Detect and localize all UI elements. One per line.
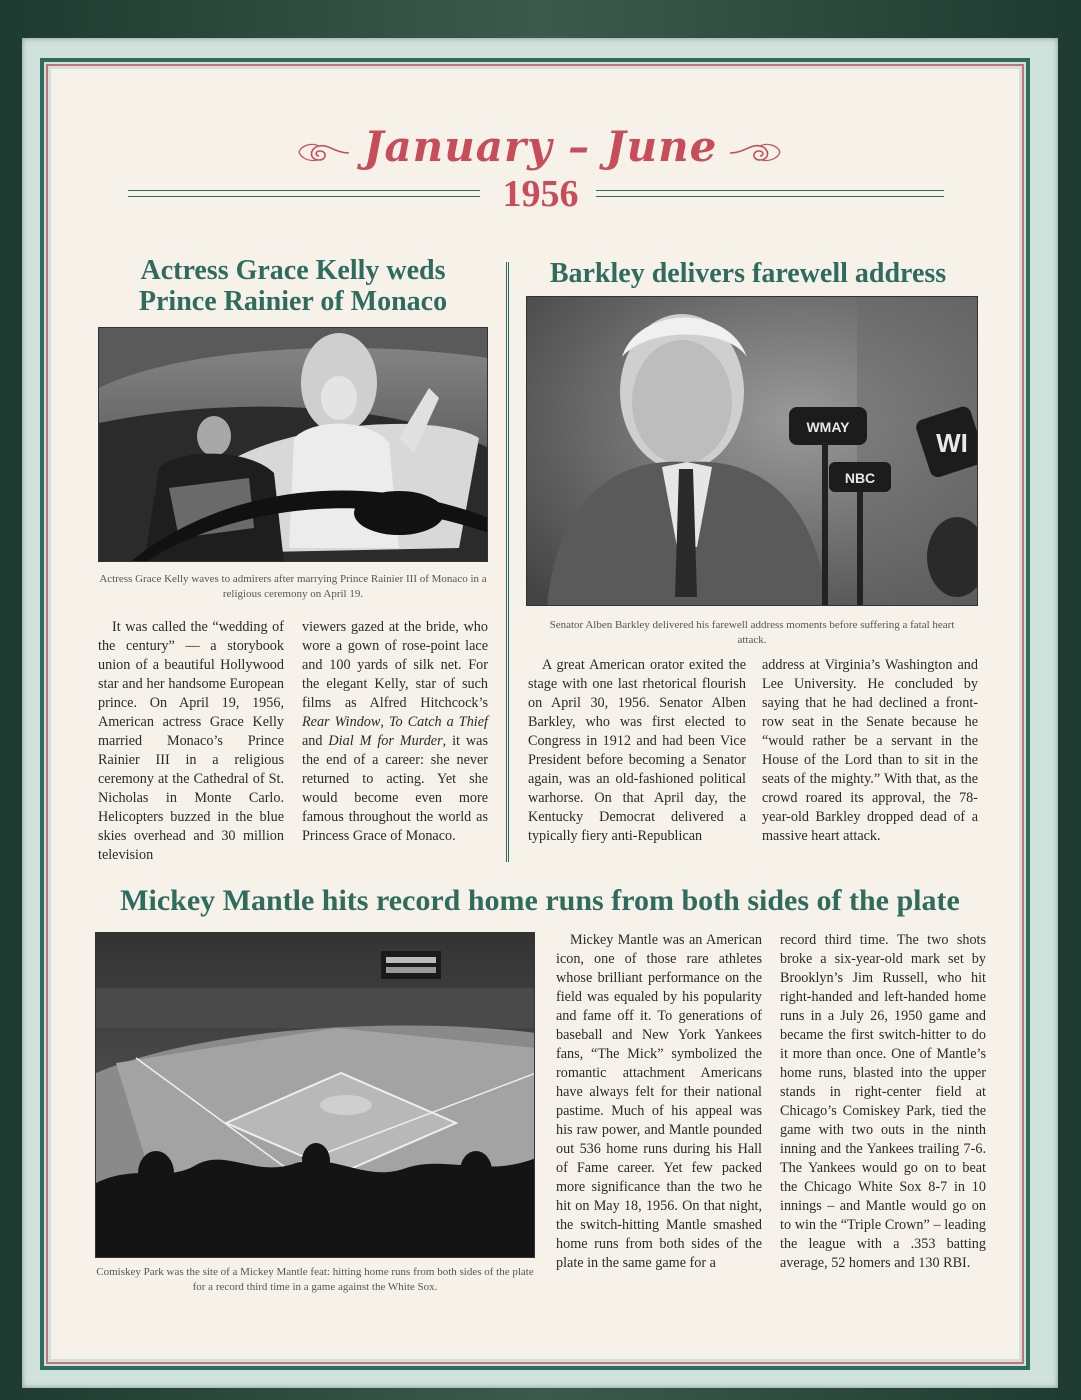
- caption-comiskey-park: Comiskey Park was the site of a Mickey Mantle feat: hitting home runs from both sides of the plate for a record third time in a game against the White Sox.: [96, 1266, 534, 1293]
- header-rule: [128, 190, 480, 191]
- grace-column-2: [302, 618, 488, 846]
- microphone-nbc: [829, 462, 891, 492]
- text-run: viewers gazed at the bride, who wore a gown of rose-point lace and 100 yards of silk net. For the elegant Kelly, star of such films as Alfred Hitchcock’s: [302, 619, 488, 711]
- microphone-label: NBC: [844, 470, 876, 486]
- photo-comiskey-park: [95, 932, 535, 1258]
- header-rule: [128, 196, 480, 197]
- headline-mickey-mantle: Mickey Mantle hits record home runs from both sides of the plate: [120, 884, 960, 917]
- text-run: , it was the end of a career: she never returned to acting. Yet she would become even more famous throughout the world as Princess Grace of Monaco.: [302, 733, 488, 844]
- headline-grace-kelly: [98, 255, 488, 317]
- photo-grace-kelly-wedding: [98, 327, 488, 562]
- column-divider: [506, 262, 509, 862]
- caption-barkley: Senator Alben Barkley delivered his farewell address moments before suffering a fatal heart attack.: [549, 619, 955, 646]
- article-paragraph: It was called the “wedding of the century” — a storybook union of a beautiful Hollywood star and her handsome European prince. On April 19, 1956, American actress Grace Kelly married Monaco’s Prince Rainier III in a religious ceremony at the Cathedral of St. Nicholas in Monte Carlo. Helicopters buzzed in the blue skies overhead and 30 million television: [98, 619, 284, 863]
- page-title: January – June: [363, 122, 718, 171]
- text-run: ,: [380, 714, 389, 730]
- article-paragraph: Mickey Mantle was an American icon, one of those rare athletes whose brilliant performance on the field was equaled by his popularity and fame off it. To generations of baseball and New York Yankees fans, “The Mick” symbolized the romantic attachment Americans have always felt for their national pastime. Much of his appeal was his raw power, and Mantle pounded out 536 home runs during his Hall of Fame career. Yet few packed more significance than the two he hit on May 18, 1956. On that night, the switch-hitting Mantle smashed home runs from both sides of the plate in the same game for a: [556, 932, 762, 1271]
- barkley-column-1: [528, 656, 746, 846]
- mantle-column-2: [780, 931, 986, 1273]
- photo-barkley-speech: [526, 296, 978, 606]
- headline-line: Actress Grace Kelly weds: [140, 255, 446, 286]
- microphone-wmay: [789, 407, 867, 445]
- film-title: Rear Window: [302, 714, 381, 730]
- film-title: Dial M for Murder: [328, 733, 443, 749]
- headline-line: Prince Rainier of Monaco: [138, 286, 448, 317]
- article-paragraph: A great American orator exited the stage with one last rhetorical flourish on April 30, 1956. Senator Alben Barkley, who was first elected to Congress in 1912 and had been Vice President before becoming a Senator again, was an old-fashioned political warhorse. On that April day, the Kentucky Democrat delivered a typically fiery anti-Republican: [528, 657, 746, 844]
- film-title: To Catch a Thief: [388, 714, 488, 730]
- page-year: 1956: [502, 173, 579, 215]
- mantle-column-1: [556, 931, 762, 1273]
- barkley-column-2: [762, 656, 978, 846]
- headline-barkley: Barkley delivers farewell address: [549, 258, 947, 289]
- article-paragraph: [302, 618, 488, 846]
- header-rule: [596, 190, 944, 191]
- microphone-label: WI: [936, 428, 968, 458]
- caption-grace-kelly: Actress Grace Kelly waves to admirers after marrying Prince Rainier III of Monaco in a religious ceremony on April 19.: [99, 573, 487, 600]
- microphone-label: WMAY: [806, 419, 850, 435]
- text-run: and: [302, 733, 329, 749]
- grace-column-1: [98, 618, 284, 865]
- article-paragraph: address at Virginia’s Washington and Lee University. He concluded by saying that he had declined a front-row seat in the Senate because he “would rather be a servant in the House of the Lord than to sit in the seats of the mighty.” With that, as the crowd roared its approval, the 78-year-old Barkley dropped dead of a massive heart attack.: [762, 657, 978, 844]
- article-paragraph: record third time. The two shots broke a six-year-old mark set by Brooklyn’s Jim Russell, who hit right-handed and left-handed home runs in a July 26, 1950 game and became the first switch-hitter to do it more than once. One of Mantle’s home runs, blasted into the upper stands in right-center field at Chicago’s Comiskey Park, tied the game with two outs in the ninth inning and the Yankees trailing 7-6. The Yankees would go on to beat the Chicago White Sox 8-7 in 10 innings – and Mantle would go on to win the “Triple Crown” – leading the league with a .353 batting average, 52 homers and 130 RBI.: [780, 932, 986, 1271]
- header-rule: [596, 196, 944, 197]
